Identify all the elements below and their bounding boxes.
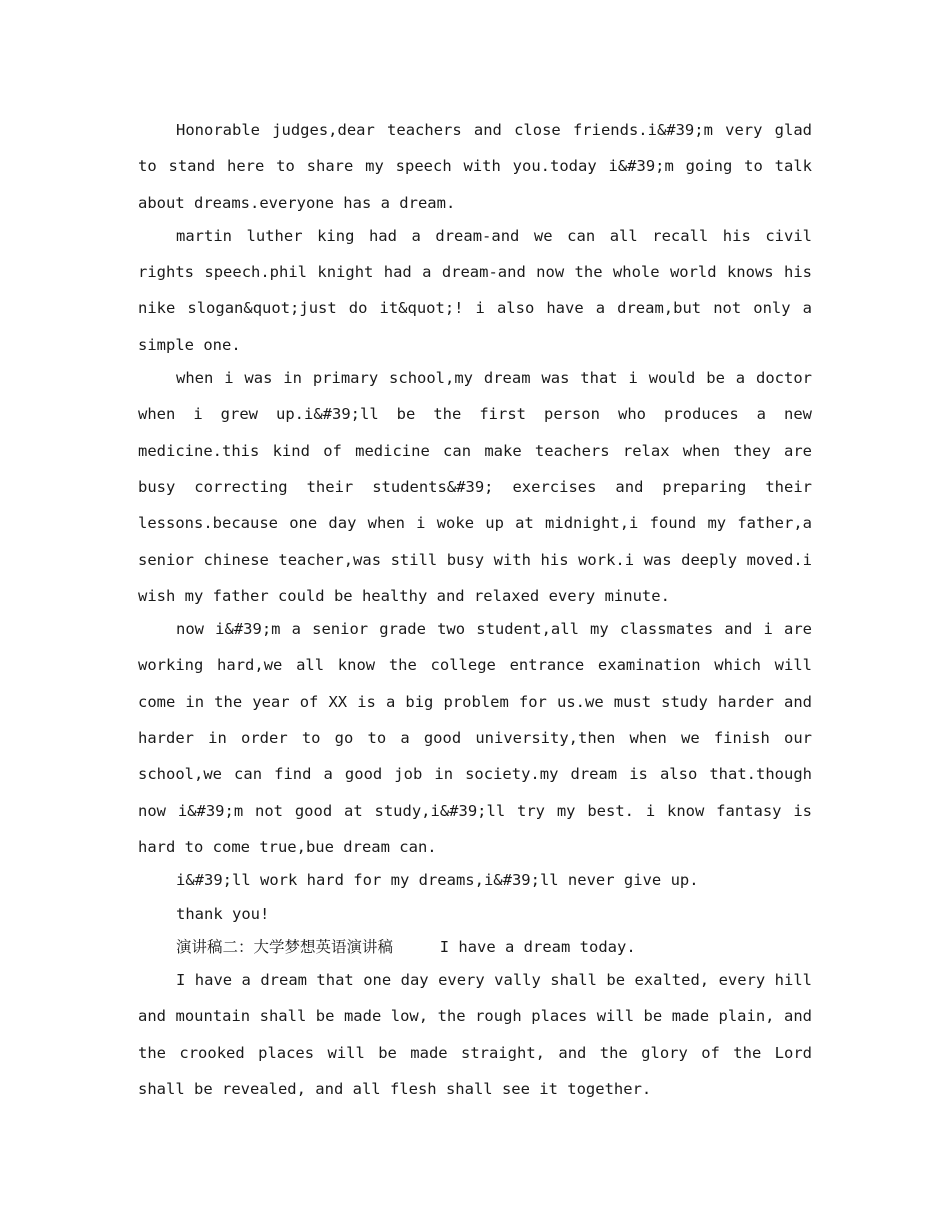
section-heading	[138, 929, 812, 965]
paragraph-student-dream: now i&#39;m a senior grade two student,all my classmates and i are working hard,we all know the college entrance examination which will come in the year of XX is a big problem for us.we must study harder and harder in order to go to a good university,then when we finish our school,we can find a good job in society.my dream is also that.though now i&#39;m not good at study,i&#39;ll try my best. i know fantasy is hard to come true,bue dream can.	[138, 620, 812, 856]
paragraph-doctor-dream: when i was in primary school,my dream was that i would be a doctor when i grew up.i&#39;ll be the first person who produces a new medicine.this kind of medicine can make teachers relax when they are busy correcting their students&#39; exercises and preparing their lessons.because one day when i woke up at midnight,i found my father,a senior chinese teacher,was still busy with his work.i was deeply moved.i wish my father could be healthy and relaxed every minute.	[138, 369, 812, 605]
paragraph-never-give-up: i&#39;ll work hard for my dreams,i&#39;ll never give up.	[176, 871, 699, 890]
paragraph-intro: Honorable judges,dear teachers and close friends.i&#39;m very glad to stand here to share my speech with you.today i&#39;m going to talk about dreams.everyone has a dream.	[138, 121, 812, 212]
paragraph-thanks: thank you!	[176, 904, 270, 923]
speech-text	[138, 112, 812, 1104]
section-title: 演讲稿二：大学梦想英语演讲稿	[176, 937, 394, 956]
section-subtitle: I have a dream today.	[439, 937, 636, 956]
paragraph-dreamers: martin luther king had a dream-and we can all recall his civil rights speech.phil knight had a dream-and now the whole world knows his nike slogan&quot;just do it&quot;! i also have a dream,but not only a simple one.	[138, 226, 812, 354]
paragraph-closing: I have a dream that one day every vally shall be exalted, every hill and mountain shall be made low, the rough places will be made plain, and the crooked places will be made straight, and the glory of the Lord shall be revealed, and all flesh shall see it together.	[138, 971, 812, 1099]
